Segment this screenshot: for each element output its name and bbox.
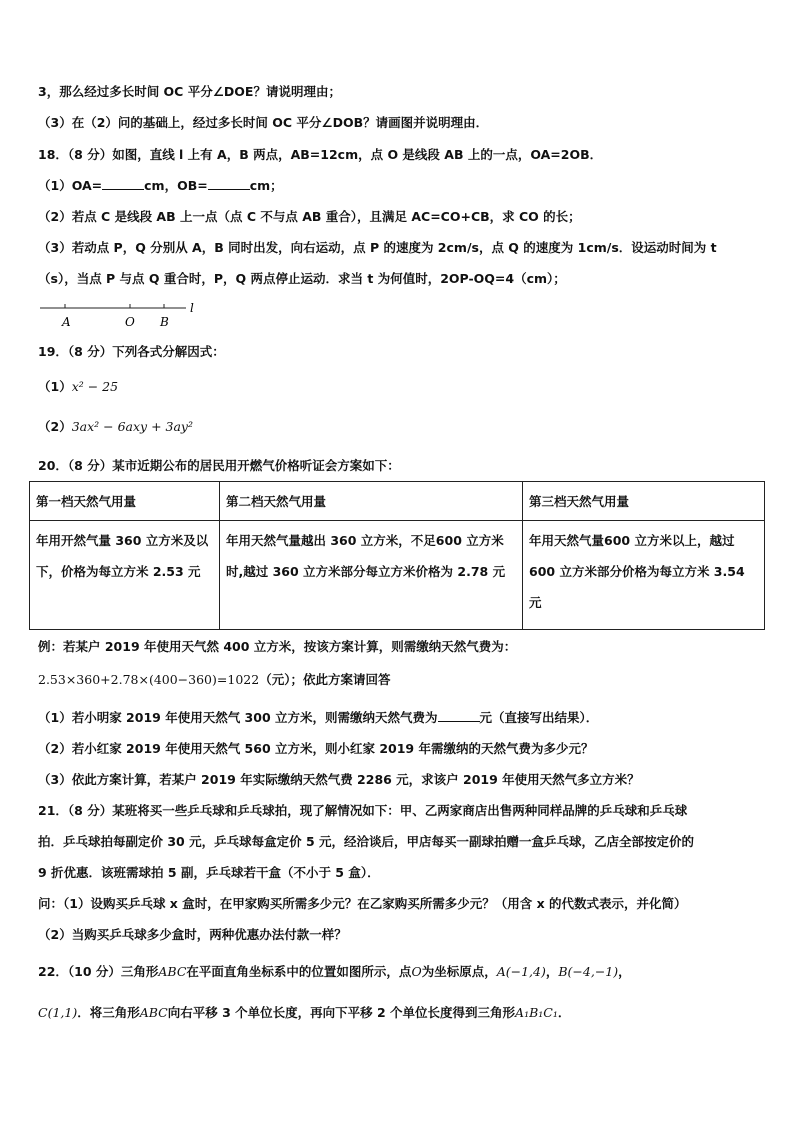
- q22-l2-a: ．将三角形: [77, 1005, 140, 1020]
- answer-blank: [208, 177, 250, 190]
- q21-line2: 拍．乒乓球拍每副定价 30 元，乒乓球每盒定价 5 元，经洽谈后，甲店每买一副球拍赠一盒乒乓球，乙店全部按定价的: [38, 834, 695, 849]
- table-cell-tier3: 年用天然气量600 立方米以上，越过600 立方米部分价格为每立方米 3.54 元: [523, 521, 765, 630]
- triangle-abc: ABC: [158, 964, 187, 979]
- q20-example: 例：若某户 2019 年使用天气然 400 立方米，按该方案计算，则需缴纳天然气费为：: [38, 639, 517, 654]
- q20-p1-b: 元（直接写出结果）．: [479, 710, 599, 725]
- table-header-row: [30, 482, 765, 521]
- q19-part2: [38, 418, 193, 436]
- q20-formula: 2.53×360+2.78×(400−360)=1022: [38, 672, 260, 687]
- q17-part3: （3）在（2）问的基础上，经过多长时间 OC 平分∠DOB？请画图并说明理由．: [38, 115, 489, 130]
- point-c-coord: C(1,1): [38, 1005, 78, 1020]
- q19-part1: [38, 378, 118, 396]
- q18-part1: [38, 177, 283, 195]
- q22-l2-b: 向右平移 3 个单位长度，再向下平移 2 个单位长度得到三角形: [167, 1005, 516, 1020]
- origin-o: O: [411, 964, 422, 979]
- q22-comma1: ，: [545, 964, 559, 979]
- table-cell-tier1: 年用开然气量 360 立方米及以下，价格为每立方米 2.53 元: [30, 521, 220, 630]
- q18-part2: （2）若点 C 是线段 AB 上一点（点 C 不与点 AB 重合），且满足 AC=CO+CB，求 CO 的长；: [38, 209, 581, 224]
- triangle-a1b1c1: A₁B₁C₁: [515, 1005, 558, 1020]
- point-a-coord: A(−1,4): [496, 964, 546, 979]
- table-header-tier1: 第一档天然气用量: [30, 482, 220, 521]
- q19-p1-expr: x² − 25: [71, 379, 119, 394]
- q21-line4: 问：（1）设购买乒乓球 x 盒时，在甲家购买所需多少元？在乙家购买所需多少元？（用含 x 的代数式表示，并化简）: [38, 896, 687, 911]
- q18-p1-a: （1）OA=: [38, 178, 103, 193]
- q20-part3: （3）依此方案计算，若某户 2019 年实际缴纳天然气费 2286 元，求该户 2019 年使用天然气多立方米？: [38, 772, 640, 787]
- q19-stem: 19．（8 分）下列各式分解因式：: [38, 344, 225, 359]
- q21-line5: （2）当购买乒乓球多少盒时，两种优惠办法付款一样？: [38, 927, 347, 942]
- q22-l1-b: 在平面直角坐标系中的位置如图所示，点: [186, 964, 412, 979]
- q22-l1-c: 为坐标原点，: [421, 964, 497, 979]
- table-header-tier2: 第二档天然气用量: [220, 482, 523, 521]
- point-label-o: O: [125, 315, 135, 329]
- answer-blank: [438, 709, 480, 722]
- triangle-abc: ABC: [139, 1005, 168, 1020]
- point-label-a: A: [62, 315, 71, 329]
- point-b-coord: B(−4,−1): [558, 964, 619, 979]
- answer-blank: [102, 177, 144, 190]
- q20-formula-line: [38, 671, 390, 689]
- q22-comma2: ，: [618, 964, 631, 979]
- q20-part2: （2）若小红家 2019 年使用天然气 560 立方米，则小红家 2019 年需缴纳的天然气费为多少元？: [38, 741, 594, 756]
- q19-p2-expr: 3ax² − 6axy + 3ay²: [71, 419, 194, 434]
- q19-p2-label: （2）: [38, 419, 72, 434]
- q20-part1: [38, 709, 598, 727]
- q18-part3-line2: （s），当点 P 与点 Q 重合时，P，Q 两点停止运动．求当 t 为何值时，2OP-OQ=4（cm）；: [38, 271, 566, 286]
- q20-stem: 20．（8 分）某市近期公布的居民用开燃气价格听证会方案如下：: [38, 458, 400, 473]
- q20-formula-tail: （元）；依此方案请回答: [259, 672, 391, 687]
- number-line-figure: [38, 298, 208, 332]
- q22-line1: [38, 963, 631, 981]
- point-label-b: B: [160, 315, 169, 329]
- q19-p1-label: （1）: [38, 379, 72, 394]
- q22-line2: [38, 1004, 570, 1022]
- line-label-l: l: [190, 301, 194, 315]
- q22-l1-a: 22．（10 分）三角形: [38, 964, 159, 979]
- q20-p1-a: （1）若小明家 2019 年使用天然气 300 立方米，则需缴纳天然气费为: [38, 710, 438, 725]
- q18-stem: 18．（8 分）如图，直线 l 上有 A，B 两点，AB=12cm，点 O 是线段 AB 上的一点，OA=2OB．: [38, 147, 603, 162]
- q18-p1-b: cm，OB=: [144, 178, 208, 193]
- table-cell-tier2: 年用天然气量越出 360 立方米，不足600 立方米时,越过 360 立方米部分每立方米价格为 2.78 元: [220, 521, 523, 630]
- q22-l2-c: ．: [557, 1005, 571, 1020]
- table-row: [30, 521, 765, 630]
- q18-p1-c: cm；: [249, 178, 283, 193]
- q17-part2-tail: 3，那么经过多长时间 OC 平分∠DOE？请说明理由；: [38, 84, 341, 99]
- gas-price-table: [29, 481, 765, 630]
- q18-part3-line1: （3）若动点 P，Q 分别从 A，B 同时出发，向右运动，点 P 的速度为 2cm/s，点 Q 的速度为 1cm/s．设运动时间为 t: [38, 240, 717, 255]
- q21-line1: 21．（8 分）某班将买一些乒乓球和乒乓球拍，现了解情况如下：甲、乙两家商店出售两种同样品牌的乒乓球和乒乓球: [38, 803, 688, 818]
- table-header-tier3: 第三档天然气用量: [523, 482, 765, 521]
- q21-line3: 9 折优惠．该班需球拍 5 副，乒乓球若干盒（不小于 5 盒）．: [38, 865, 380, 880]
